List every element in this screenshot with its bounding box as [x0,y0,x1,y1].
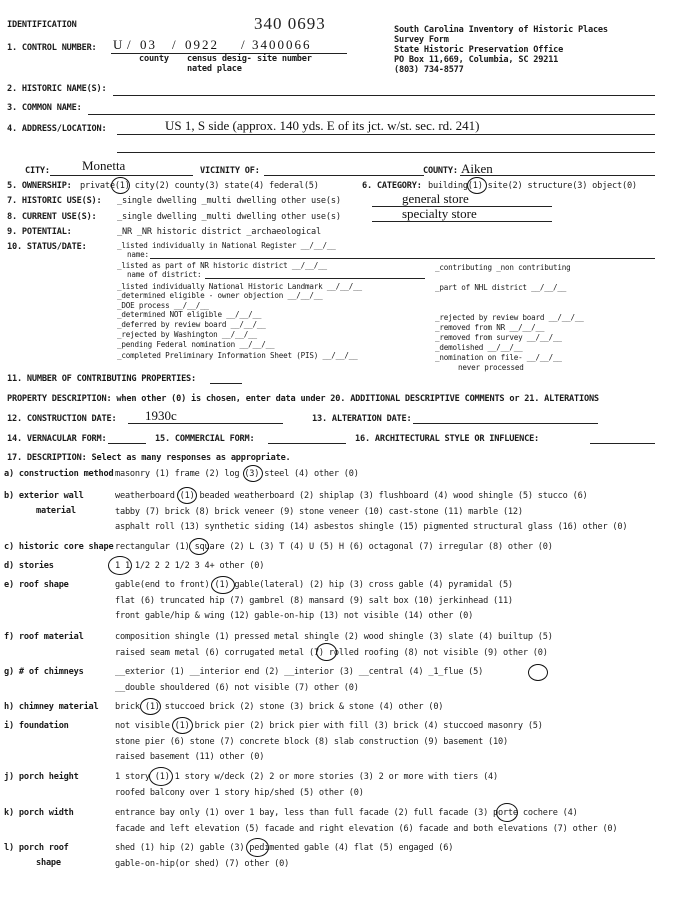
description-row-label: l) porch roof [4,843,69,853]
stamp-number: 340 0693 [254,14,326,33]
weatherboard-circle [177,487,197,504]
description-option-line: tabby (7) brick (8) brick veneer (9) stone veneer (10) cast-stone (11) marble (12) [115,506,523,517]
alteration-date-label: 13. ALTERATION DATE: [312,414,412,424]
ownership-options: private(1) city(2) county(3) state(4) federal(5) [80,181,319,191]
description-row-label: i) foundation [4,721,69,731]
description-option-line: front gable/hip & wing (12) gable-on-hip (13) not visible (14) other (0) [115,611,474,621]
description-option-line: raised seam metal (6) corrugated metal (7) rolled roofing (8) not visible (9) other (0) [115,647,548,658]
vicinity-label: VICINITY OF: [200,166,260,176]
agency-line-1: South Carolina Inventory of Historic Places [394,25,608,35]
description-option-line: brick (1) stuccoed brick (2) stone (3) brick & stone (4) other (0) [115,702,444,712]
commercial-line [268,443,346,444]
census-sublabel: census desig- nated place [187,54,252,74]
flue-circle [528,664,548,681]
not-visible-circle [172,717,193,734]
historic-use-options: _single dwelling _multi dwelling other use(s) [117,196,341,206]
control-census: 0922 [185,37,219,52]
description-option-line: composition shingle (1) pressed metal shingle (2) wood shingle (3) slate (4) builtup (5) [115,632,553,642]
status-line-4: _listed individually National Historic Landmark __/__/__ [117,282,362,291]
control-u: U [113,37,123,52]
description-row-label: d) stories [4,561,54,571]
contributing-label: 11. NUMBER OF CONTRIBUTING PROPERTIES: [7,374,197,384]
gable-end-circle [211,576,235,594]
description-option-line: facade and left elevation (5) facade and right elevation (6) facade and both elevations (7) other (0) [115,823,618,834]
status-line-10: _pending Federal nomination __/__/__ [117,340,275,349]
identification-heading: IDENTIFICATION [7,20,77,30]
rectangular-circle [189,538,209,555]
status-right-5: _demolished __/__/__ [435,343,523,352]
description-option-line: shed (1) hip (2) gable (3) pedimented gable (4) flat (5) engaged (6) [115,843,454,853]
status-line-1: name: [127,250,149,259]
status-right-1: _part of NHL district __/__/__ [435,283,567,292]
status-line-5: _determined eligible - owner objection __/__/__ [117,291,323,300]
commercial-form-label: 15. COMMERCIAL FORM: [155,434,255,444]
status-right-7: never processed [458,363,524,372]
vernacular-form-label: 14. VERNACULAR FORM: [7,434,107,444]
status-name-line [150,258,655,259]
alteration-date-line [413,423,598,424]
description-option-line: masonry (1) frame (2) log (3) steel (4) other (0) [115,469,359,479]
address-line [117,134,655,135]
description-option-line: weatherboard (1) beaded weatherboard (2) shiplap (3) flushboard (4) wood shingle (5) stucco (6) [115,491,588,501]
current-use-label: 8. CURRENT USE(S): [7,212,97,222]
style-line [590,443,655,444]
description-row-label: f) roof material [4,632,84,642]
control-site: 3400066 [252,37,312,52]
current-use-value: specialty store [402,206,477,221]
status-right-2: _rejected by review board __/__/__ [435,313,584,322]
agency-block [394,25,608,75]
description-row-label: e) roof shape [4,580,69,590]
status-right-4: _removed from survey __/__/__ [435,333,562,342]
description-option-line: gable(end to front) (1) gable(lateral) (2) hip (3) cross gable (4) pyramidal (5) [115,580,513,590]
agency-line-2: Survey Form [394,35,449,45]
address-label: 4. ADDRESS/LOCATION: [7,124,107,134]
potential-label: 9. POTENTIAL: [7,227,72,237]
vicinity-line [264,175,424,176]
status-line-3: name of district: [127,270,202,279]
description-option-line: roofed balcony over 1 story hip/shed (5) other (0) [115,787,364,798]
city-label: CITY: [25,166,50,176]
common-name-label: 3. COMMON NAME: [7,103,82,113]
control-sep-3: / [241,37,245,52]
category-selected-circle [467,177,487,194]
one-story-circle [108,556,132,575]
status-right-3: _removed from NR __/__/__ [435,323,545,332]
full-facade-circle [496,803,518,822]
control-number-label: 1. CONTROL NUMBER: [7,43,97,53]
status-line-2: _listed as part of NR historic district __/__/__ [117,261,327,270]
address-value: US 1, S side (approx. 140 yds. E of its jct. w/st. sec. rd. 241) [165,118,480,133]
description-option-line: stone pier (6) stone (7) concrete block (8) slab construction (9) basement (10) [115,736,508,747]
agency-line-3: State Historic Preservation Office [394,45,564,55]
status-line-7: _determined NOT eligible __/__/__ [117,310,262,319]
status-line-11: _completed Preliminary Information Sheet (PIS) __/__/__ [117,351,358,360]
one-story-porch-circle [149,767,173,786]
county-value: Aiken [461,161,493,176]
brick-chimney-circle [140,698,161,715]
ownership-label: 5. OWNERSHIP: [7,181,72,191]
description-row-label: j) porch height [4,772,79,782]
status-right-6: _nomination on file- __/__/__ [435,353,562,362]
architectural-style-label: 16. ARCHITECTURAL STYLE OR INFLUENCE: [355,434,540,444]
description-option-line: entrance bay only (1) over 1 bay, less than full facade (2) full facade (3) porte cochere (4) [115,808,578,818]
common-name-line [88,114,655,115]
frame-circle [243,465,263,482]
county-sublabel: county [139,54,169,64]
category-options: building(1) site(2) structure(3) object(0) [428,181,637,191]
description-option-line: gable-on-hip(or shed) (7) other (0) [115,858,290,869]
agency-line-4: PO Box 11,669, Columbia, SC 29211 [394,55,559,65]
description-row-label: k) porch width [4,808,74,818]
historic-names-label: 2. HISTORIC NAME(S): [7,84,107,94]
description-row-label: c) historic core shape [4,542,114,552]
agency-line-5: (803) 734-8577 [394,65,464,75]
control-county: 03 [140,37,157,52]
status-line-8: _deferred by review board __/__/__ [117,320,266,329]
contributing-line [210,383,242,384]
description-option-line: asphalt roll (13) synthetic siding (14) asbestos shingle (15) pigmented structural glass (16) other (0) [115,522,628,532]
corrugated-metal-circle [316,643,337,661]
description-option-line: flat (6) truncated hip (7) gambrel (8) mansard (9) salt box (10) jerkinhead (11) [115,595,513,606]
construction-date-value: 1930c [145,408,177,423]
current-use-line [372,221,552,222]
city-line [50,175,193,176]
category-label: 6. CATEGORY: [362,181,422,191]
status-district-line [205,278,425,279]
description-label: 17. DESCRIPTION: Select as many responses as appropriate. [7,453,291,463]
description-row-sublabel: shape [36,858,61,868]
historic-use-value: general store [402,191,469,206]
description-option-line: rectangular (1) square (2) L (3) T (4) U (5) H (6) octagonal (7) irregular (8) other (0) [115,542,553,552]
status-line-0: _listed individually in National Register __/__/__ [117,241,336,250]
status-right-0: _contributing _non contributing [435,263,571,272]
status-label: 10. STATUS/DATE: [7,242,87,252]
description-row-label: a) construction method [4,469,114,479]
status-line-6: _DOE process __/__/__ [117,301,209,310]
address-line-2 [117,152,655,153]
current-use-options: _single dwelling _multi dwelling other use(s) [117,212,341,222]
potential-options: _NR _NR historic district _archaeological [117,227,321,237]
description-option-line: __exterior (1) __interior end (2) __interior (3) __central (4) _1_flue (5) [115,667,484,677]
status-line-9: _rejected by Washington __/__/__ [117,330,257,339]
county-line [460,175,655,176]
description-option-line: __double shouldered (6) not visible (7) other (0) [115,682,359,693]
description-row-label: g) # of chimneys [4,667,84,677]
description-option-line: 1 1 1/2 2 2 1/2 3 4+ other (0) [115,561,265,571]
construction-date-line [128,423,283,424]
property-description-note: PROPERTY DESCRIPTION: when other (0) is chosen, enter data under 20. ADDITIONAL DESCRIPTIVE COMMENTS or 21. ALTERATIONS [7,394,599,404]
construction-date-label: 12. CONSTRUCTION DATE: [7,414,117,424]
historic-use-label: 7. HISTORIC USE(S): [7,196,102,206]
description-row-label: b) exterior wall [4,491,84,501]
county-label: COUNTY: [423,166,458,176]
description-option-line: 1 story (1) 1 story w/deck (2) 2 or more stories (3) 2 or more with tiers (4) [115,772,498,782]
description-option-line: not visible (1) brick pier (2) brick pier with fill (3) brick (4) stuccoed masonry (5) [115,721,543,731]
description-row-sublabel: material [36,506,76,516]
control-sep-1: / [127,37,131,52]
historic-names-line [113,95,655,96]
description-option-line: raised basement (11) other (0) [115,752,265,762]
vernacular-line [108,443,146,444]
control-sep-2: / [172,37,176,52]
ownership-selected-circle [111,177,130,194]
description-row-label: h) chimney material [4,702,99,712]
gable-porch-circle [246,838,269,857]
site-sublabel: site number [257,54,312,64]
city-value: Monetta [82,158,126,173]
